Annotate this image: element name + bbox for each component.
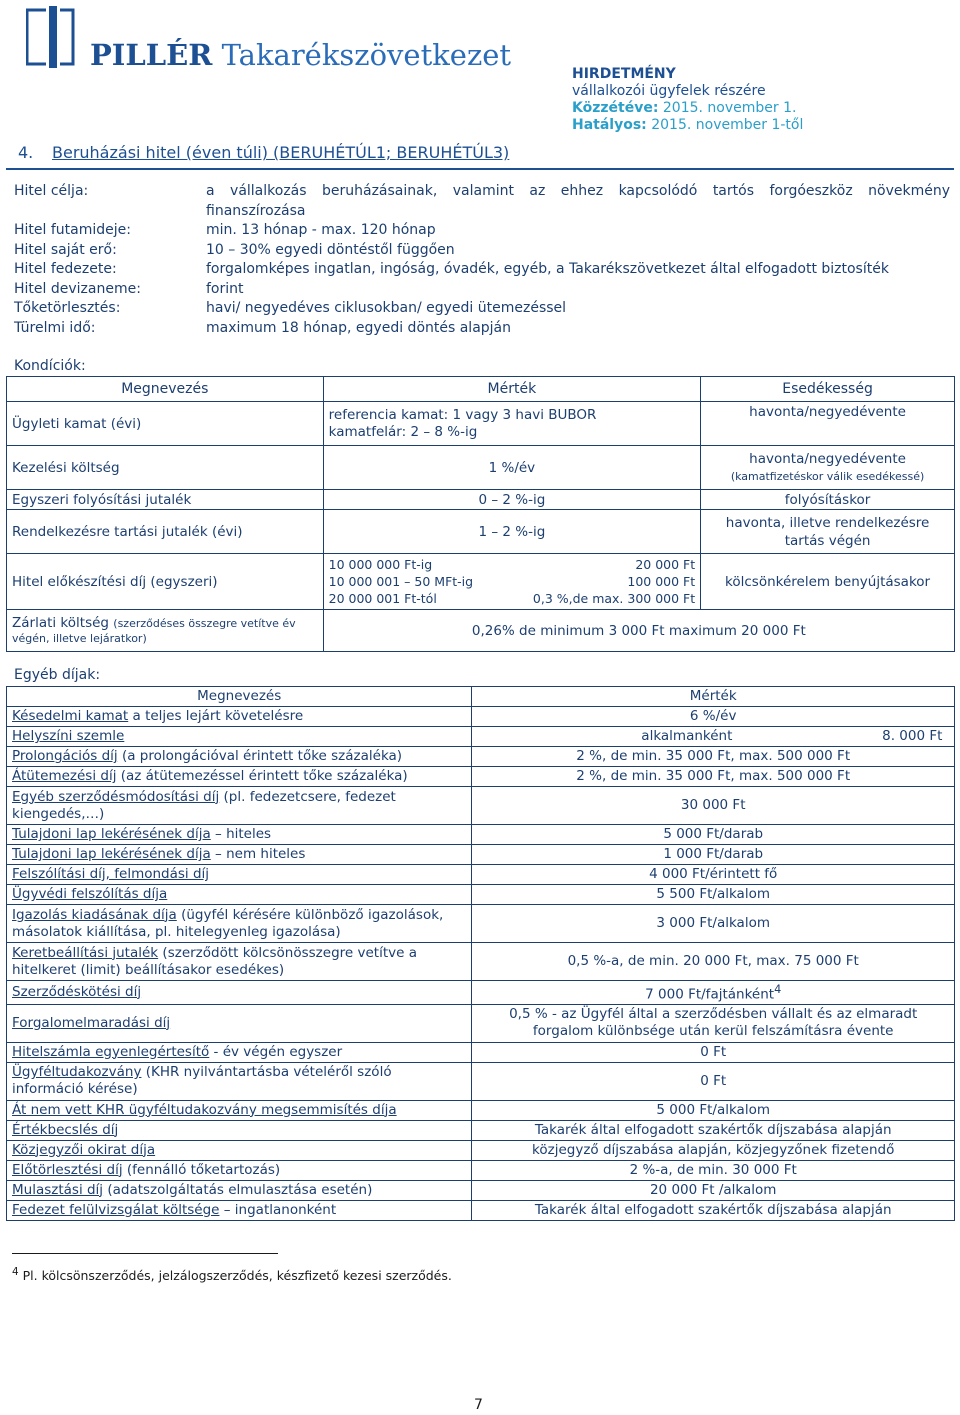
table-row bbox=[7, 1004, 955, 1042]
fee-name-cell bbox=[7, 1120, 472, 1140]
info-row-purpose-cont bbox=[14, 202, 950, 222]
fee-value-cell bbox=[472, 747, 955, 767]
rate-line: referencia kamat: 1 vagy 3 havi BUBOR bbox=[328, 406, 597, 423]
brand-rest: Takarékszövetkezet bbox=[221, 38, 512, 72]
rate-cell: 1 – 2 %-ig bbox=[323, 510, 701, 554]
fee-name: Mulasztási díj bbox=[12, 1181, 104, 1198]
fee-name-detail: (adatszolgáltatás elmulasztása esetén) bbox=[103, 1181, 373, 1198]
fee-name-detail: a teljes lejárt követelésre bbox=[128, 708, 304, 724]
fee-value: 5 500 Ft/alkalom bbox=[656, 886, 770, 902]
tier-fee: 100 000 Ft bbox=[627, 574, 696, 589]
fee-name-cell bbox=[7, 1042, 472, 1062]
fee-value-cell bbox=[472, 1062, 955, 1100]
tier-range: 10 000 000 Ft-ig bbox=[328, 557, 433, 572]
fee-value-cell bbox=[472, 825, 955, 845]
table-row bbox=[7, 943, 955, 981]
fee-value-cell bbox=[472, 1120, 955, 1140]
fee-name-detail: (fennálló tőketartozás) bbox=[122, 1161, 281, 1178]
fee-name: Hitelszámla egyenlegértesítő bbox=[12, 1043, 210, 1060]
fee-name-cell bbox=[7, 885, 472, 905]
table-row bbox=[7, 510, 955, 554]
tier-fee: 20 000 Ft bbox=[635, 557, 696, 572]
table-row bbox=[7, 1042, 955, 1062]
column-header: Mérték bbox=[323, 377, 701, 402]
table-row bbox=[7, 1062, 955, 1100]
fee-name-cell bbox=[7, 905, 472, 943]
info-key: Tőketörlesztés: bbox=[14, 300, 121, 316]
fee-name: Átütemezési díj bbox=[12, 768, 117, 784]
table-row bbox=[7, 865, 955, 885]
published-label: Közzétéve: bbox=[572, 100, 659, 116]
footnote-ref: 4 bbox=[774, 983, 782, 996]
fee-name-detail: (ügyfél kérésére különböző igazolások, másolatok kiállítása, pl. hitelegyenleg igazolása) bbox=[12, 906, 444, 940]
fee-value-cell bbox=[472, 885, 955, 905]
fee-name-cell bbox=[7, 1180, 472, 1200]
table-header-row bbox=[7, 687, 955, 707]
table-row bbox=[7, 905, 955, 943]
table-row bbox=[7, 490, 955, 510]
table-row bbox=[7, 981, 955, 1005]
table-row bbox=[7, 787, 955, 825]
fee-name: Felszólítási díj, felmondási díj bbox=[12, 866, 210, 882]
info-key: Hitel saját erő: bbox=[14, 241, 117, 258]
announcement-audience: vállalkozói ügyfelek részére bbox=[572, 83, 766, 99]
fee-name-cell bbox=[7, 1004, 472, 1042]
fee-value: 0 Ft bbox=[700, 1043, 727, 1060]
published-value: 2015. november 1. bbox=[662, 100, 797, 116]
other-fees-table bbox=[6, 686, 955, 1221]
fee-name-cell bbox=[7, 727, 472, 747]
table-row bbox=[7, 402, 955, 446]
row-name: Ügyleti kamat (évi) bbox=[7, 402, 324, 446]
fee-value-cell bbox=[472, 767, 955, 787]
conditions-table bbox=[6, 376, 955, 652]
footnote-mark: 4 bbox=[12, 1266, 19, 1278]
fee-value-cell bbox=[472, 981, 955, 1005]
fee-name-cell bbox=[7, 1140, 472, 1160]
fee-name: Helyszíni szemle bbox=[12, 728, 125, 744]
fee-value: alkalmanként bbox=[641, 728, 733, 744]
fee-value: 30 000 Ft bbox=[680, 797, 746, 813]
fee-name-cell bbox=[7, 787, 472, 825]
fee-value-cell bbox=[472, 865, 955, 885]
fee-name-detail: (az átütemezéssel érintett tőke százaléka) bbox=[116, 768, 408, 784]
row-name: Egyszeri folyósítási jutalék bbox=[7, 490, 324, 510]
column-header: Megnevezés bbox=[7, 377, 324, 402]
fee-value-cell bbox=[472, 943, 955, 981]
info-key: Türelmi idő: bbox=[14, 319, 96, 336]
fee-name: Keretbeállítási jutalék bbox=[12, 944, 159, 961]
fee-value: 5 000 Ft/darab bbox=[663, 826, 764, 842]
column-header: Megnevezés bbox=[7, 687, 472, 707]
brand-name bbox=[90, 38, 511, 72]
table-row bbox=[7, 885, 955, 905]
table-row bbox=[7, 845, 955, 865]
fee-name: Tulajdoni lap lekérésének díja bbox=[12, 846, 211, 862]
fee-name-detail: – ingatlanonként bbox=[219, 1201, 337, 1218]
fee-name-cell bbox=[7, 1200, 472, 1220]
fee-tiers bbox=[323, 554, 701, 610]
fee-name: Közjegyzői okirat díja bbox=[12, 1141, 156, 1158]
fee-name: Késedelmi kamat bbox=[12, 708, 129, 724]
fee-name: Tulajdoni lap lekérésének díja bbox=[12, 826, 211, 842]
fee-name-cell bbox=[7, 943, 472, 981]
effective-label: Hatályos: bbox=[572, 117, 647, 133]
announcement-title: HIRDETMÉNY bbox=[572, 66, 676, 82]
announcement bbox=[572, 66, 803, 134]
fee-name-cell bbox=[7, 1160, 472, 1180]
info-value: havi/ negyedéves ciklusokban/ egyedi ütemezéssel bbox=[206, 300, 567, 316]
table-row bbox=[7, 825, 955, 845]
fee-value-cell bbox=[472, 1140, 955, 1160]
tier-range: 10 000 001 – 50 MFt-ig bbox=[328, 574, 474, 589]
other-fees-label: Egyéb díjak: bbox=[14, 667, 101, 683]
due-line: tartás végén bbox=[784, 532, 871, 549]
fee-name: Ügyvédi felszólítás díja bbox=[12, 886, 168, 902]
fee-value-cell bbox=[472, 1004, 955, 1042]
fee-value-cell bbox=[472, 845, 955, 865]
row-name: Kezelési költség bbox=[7, 446, 324, 490]
fee-value-cell bbox=[472, 1200, 955, 1220]
info-row-grace bbox=[14, 319, 950, 339]
row-note: (szerződéses összegre vetítve év végén, illetve lejáratkor) bbox=[12, 616, 296, 645]
column-header: Mérték bbox=[472, 687, 955, 707]
fee-name: Ügyféltudakozvány bbox=[12, 1064, 142, 1080]
page-number: 7 bbox=[474, 1397, 483, 1413]
due-line: havonta/negyedévente bbox=[749, 450, 906, 467]
due-note: (kamatfizetéskor válik esedékessé) bbox=[730, 469, 925, 483]
fee-name: Forgalomelmaradási díj bbox=[12, 1014, 171, 1031]
effective-value: 2015. november 1-től bbox=[651, 117, 804, 133]
fee-value: közjegyző díjszabása alapján, közjegyzőnek fizetendő bbox=[532, 1141, 895, 1158]
fee-name: Igazolás kiadásának díja bbox=[12, 906, 177, 923]
fee-value: 0,5 %-a, de min. 20 000 Ft, max. 75 000 Ft bbox=[567, 953, 859, 969]
fee-value: 2 %-a, de min. 30 000 Ft bbox=[629, 1161, 797, 1178]
fee-value-amount: 8. 000 Ft bbox=[882, 728, 943, 744]
row-name: Hitel előkészítési díj (egyszeri) bbox=[7, 554, 324, 610]
fee-name-cell bbox=[7, 767, 472, 787]
fee-name-cell bbox=[7, 747, 472, 767]
table-row bbox=[7, 767, 955, 787]
fee-value: 1 000 Ft/darab bbox=[663, 846, 764, 862]
tier-range: 20 000 001 Ft-tól bbox=[328, 591, 437, 606]
footnote-text: Pl. kölcsönszerződés, jelzálogszerződés, készfizető kezesi szerződés. bbox=[22, 1268, 452, 1284]
fee-value-cell bbox=[472, 1100, 955, 1120]
column-header: Esedékesség bbox=[701, 377, 955, 402]
rate-cell: 1 %/év bbox=[323, 446, 701, 490]
logo-icon bbox=[26, 6, 82, 68]
fees-body bbox=[7, 707, 955, 1221]
fee-value: 20 000 Ft /alkalom bbox=[649, 1181, 777, 1198]
fee-name-cell bbox=[7, 707, 472, 727]
info-row-purpose bbox=[14, 182, 950, 202]
brand-bold: PILLÉR bbox=[90, 38, 213, 72]
fee-name: Szerződéskötési díj bbox=[12, 983, 142, 1000]
fee-name: Prolongációs díj bbox=[12, 748, 118, 764]
fee-name: Egyéb szerződésmódosítási díj bbox=[12, 788, 220, 805]
section-title bbox=[18, 143, 509, 162]
table-row bbox=[7, 1120, 955, 1140]
info-value: finanszírozása bbox=[206, 202, 306, 219]
info-row-repayment bbox=[14, 299, 950, 319]
conditions-label: Kondíciók: bbox=[14, 358, 86, 374]
table-row bbox=[7, 747, 955, 767]
fee-name-detail: - év végén egyszer bbox=[209, 1043, 343, 1060]
fee-name-cell bbox=[7, 845, 472, 865]
fee-value: 7 000 Ft/fajtánként bbox=[645, 986, 775, 1003]
fee-name-detail: – hiteles bbox=[210, 826, 272, 842]
info-value: maximum 18 hónap, egyedi döntés alapján bbox=[206, 319, 512, 336]
table-row bbox=[7, 1160, 955, 1180]
loan-info bbox=[14, 182, 950, 338]
fee-value-cell bbox=[472, 707, 955, 727]
info-row-collateral bbox=[14, 260, 950, 280]
table-row bbox=[7, 1140, 955, 1160]
fee-value: 5 000 Ft/alkalom bbox=[656, 1101, 770, 1118]
info-value: forint bbox=[206, 280, 244, 297]
section-divider bbox=[6, 168, 954, 170]
fee-value: 0,5 % - az Ügyfél által a szerződésben vállalt és az elmaradt forgalom különbsége után kerül felszámításra évente bbox=[509, 1006, 918, 1039]
table-row bbox=[7, 707, 955, 727]
info-row-term bbox=[14, 221, 950, 241]
fee-value-cell bbox=[472, 905, 955, 943]
info-row-own-funds bbox=[14, 241, 950, 261]
fee-value-cell bbox=[472, 1042, 955, 1062]
info-key: Hitel célja: bbox=[14, 183, 89, 199]
fee-name-detail: (szerződött kölcsönösszegre vetítve a hitelkeret (limit) beállításakor esedékes) bbox=[12, 944, 417, 978]
fee-name: Előtörlesztési díj bbox=[12, 1161, 123, 1178]
fee-name: Értékbecslés díj bbox=[12, 1121, 119, 1138]
fee-name-detail: (KHR nyilvántartásba vételéről szóló információ kérése) bbox=[12, 1064, 392, 1097]
fee-name-cell bbox=[7, 1100, 472, 1120]
row-name: Zárlati költség bbox=[12, 614, 109, 631]
table-row bbox=[7, 1200, 955, 1220]
rate-line: kamatfelár: 2 – 8 %-ig bbox=[328, 423, 478, 440]
row-name: Rendelkezésre tartási jutalék (évi) bbox=[7, 510, 324, 554]
due-cell: folyósításkor bbox=[701, 490, 955, 510]
due-cell: kölcsönkérelem benyújtásakor bbox=[701, 554, 955, 610]
fee-name: Át nem vett KHR ügyféltudakozvány megsemmisítés díja bbox=[12, 1101, 397, 1118]
fee-value: 6 %/év bbox=[689, 708, 737, 724]
info-value: min. 13 hónap - max. 120 hónap bbox=[206, 222, 436, 238]
fee-value: 2 %, de min. 35 000 Ft, max. 500 000 Ft bbox=[576, 768, 851, 784]
fee-name-cell bbox=[7, 825, 472, 845]
info-key: Hitel fedezete: bbox=[14, 261, 117, 277]
footnote-divider bbox=[12, 1253, 278, 1254]
table-header-row bbox=[7, 377, 955, 402]
due-cell: havonta/negyedévente bbox=[701, 402, 955, 446]
info-value: forgalomképes ingatlan, ingóság, óvadék, egyéb, a Takarékszövetkezet által elfogadott biztosíték bbox=[206, 261, 889, 277]
fee-value-cell bbox=[472, 787, 955, 825]
table-row bbox=[7, 727, 955, 747]
fee-name-detail: (a prolongációval érintett tőke százaléka) bbox=[117, 748, 403, 764]
fee-value: 0 Ft bbox=[700, 1072, 727, 1089]
due-line: havonta, illetve rendelkezésre bbox=[725, 514, 930, 531]
table-row bbox=[7, 1100, 955, 1120]
fee-name-detail: (pl. fedezetcsere, fedezet kiengedés,…) bbox=[12, 788, 396, 822]
fee-value-cell bbox=[472, 1180, 955, 1200]
fee-value: 3 000 Ft/alkalom bbox=[656, 915, 770, 931]
table-row bbox=[7, 1180, 955, 1200]
table-row bbox=[7, 554, 955, 610]
fee-value: 2 %, de min. 35 000 Ft, max. 500 000 Ft bbox=[576, 748, 851, 764]
fee-name-cell bbox=[7, 1062, 472, 1100]
info-value: a vállalkozás beruházásainak, valamint az ehhez kapcsolódó tartós forgóeszköz növekmény bbox=[206, 183, 950, 199]
fee-name-cell bbox=[7, 981, 472, 1005]
fee-value: Takarék által elfogadott szakértők díjszabása alapján bbox=[534, 1121, 892, 1138]
tier-fee: 0,3 %,de max. 300 000 Ft bbox=[532, 591, 696, 606]
fee-name-cell bbox=[7, 865, 472, 885]
info-value: 10 – 30% egyedi döntéstől függően bbox=[206, 241, 455, 258]
fee-value: Takarék által elfogadott szakértők díjszabása alapján bbox=[534, 1201, 892, 1218]
rate-cell: 0,26% de minimum 3 000 Ft maximum 20 000 Ft bbox=[323, 610, 954, 652]
info-key: Hitel devizaneme: bbox=[14, 280, 141, 297]
info-key: Hitel futamideje: bbox=[14, 222, 131, 238]
fee-name: Fedezet felülvizsgálat költsége bbox=[12, 1201, 220, 1218]
fee-name-detail: – nem hiteles bbox=[210, 846, 306, 862]
rate-cell: 0 – 2 %-ig bbox=[323, 490, 701, 510]
footnote bbox=[12, 1266, 452, 1283]
info-row-currency bbox=[14, 280, 950, 300]
fee-value-cell bbox=[472, 1160, 955, 1180]
table-row bbox=[7, 446, 955, 490]
section-title-text: Beruházási hitel (éven túli) (BERUHÉTÚL1; BERUHÉTÚL3) bbox=[52, 143, 510, 162]
fee-value: 4 000 Ft/érintett fő bbox=[649, 866, 778, 882]
fee-value-cell bbox=[472, 727, 955, 747]
table-row bbox=[7, 610, 955, 652]
section-number: 4. bbox=[18, 143, 34, 162]
